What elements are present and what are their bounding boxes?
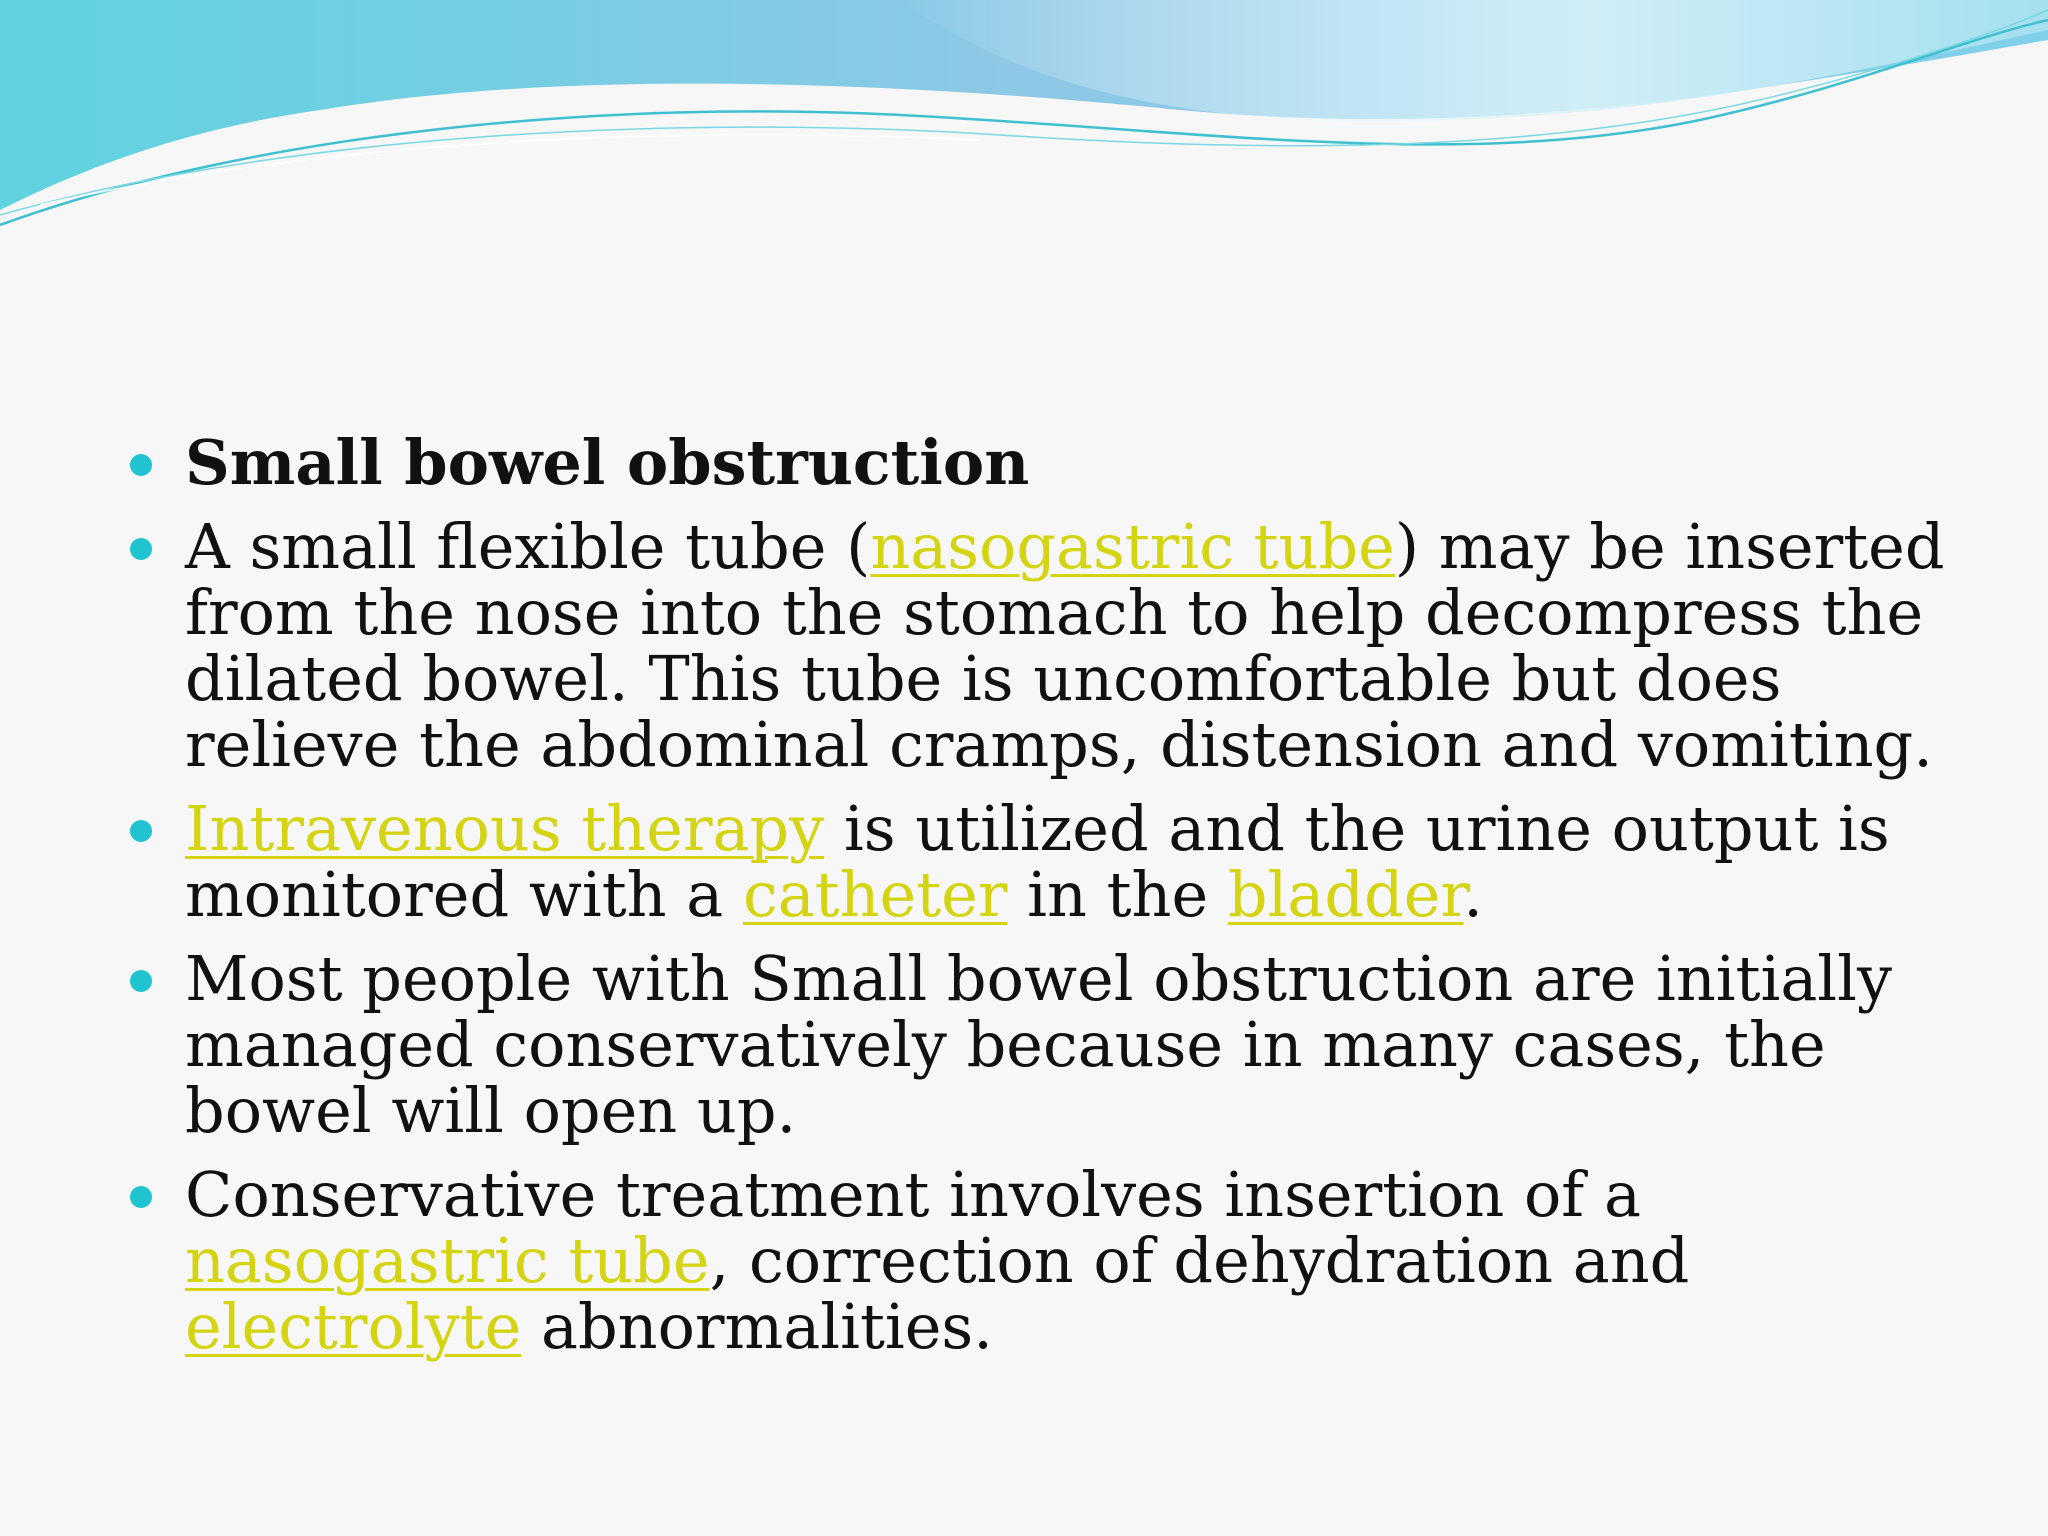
bullet-list: [125, 426, 1945, 1363]
bullet-text: abnormalities.: [521, 1290, 993, 1363]
bullet-dot-icon: [130, 820, 152, 842]
wave-header-decoration: [0, 0, 2048, 240]
link-nasogastric-tube-2[interactable]: nasogastric tube: [185, 1224, 710, 1297]
bullet-text: Conservative treatment involves insertion of a: [185, 1158, 1641, 1231]
bullet-item-nasogastric: [125, 510, 1945, 781]
link-nasogastric-tube[interactable]: nasogastric tube: [870, 510, 1395, 583]
section-heading: Small bowel obstruction: [185, 426, 1030, 499]
link-electrolyte[interactable]: electrolyte: [185, 1290, 522, 1363]
bullet-dot-icon: [130, 1186, 152, 1208]
link-catheter[interactable]: catheter: [742, 858, 1008, 931]
bullet-text: is utilized and the urine output is monitored with a: [185, 792, 1890, 931]
bullet-dot-icon: [130, 538, 152, 560]
bullet-text: ) may be inserted from the nose into the stomach to help decompress the dilated bowel. This tube is uncomfortable but does relieve the abdominal cramps, distension and vomiting.: [185, 510, 1945, 781]
slide-content: [125, 426, 1945, 1378]
bullet-item-intravenous: [125, 792, 1945, 931]
bullet-dot-icon: [130, 970, 152, 992]
link-intravenous-therapy[interactable]: Intravenous therapy: [185, 792, 825, 865]
bullet-text: Most people with Small bowel obstruction are initially managed conservatively because in many cases, the bowel will open up.: [185, 942, 1892, 1147]
bullet-text: , correction of dehydration and: [709, 1224, 1690, 1297]
bullet-item-conservative-treatment: [125, 1158, 1945, 1363]
bullet-dot-icon: [130, 454, 152, 476]
bullet-item-conservative-management: [125, 942, 1945, 1147]
bullet-text: in the: [1007, 858, 1228, 931]
link-bladder[interactable]: bladder: [1227, 858, 1464, 931]
bullet-text: .: [1463, 858, 1483, 931]
bullet-item-heading: [125, 426, 1945, 499]
bullet-text: A small flexible tube (: [185, 510, 871, 583]
